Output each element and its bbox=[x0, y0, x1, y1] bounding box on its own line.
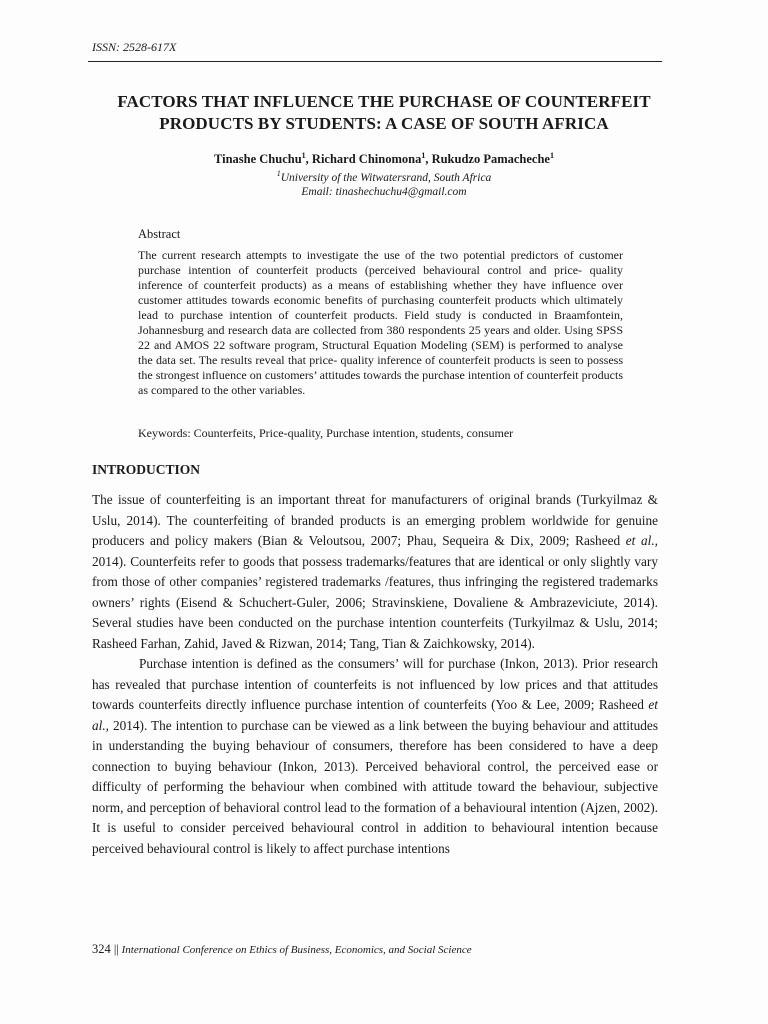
affiliation bbox=[80, 169, 688, 184]
abstract-heading: Abstract bbox=[138, 227, 181, 241]
affiliation-mark: 1 bbox=[276, 169, 281, 178]
author-2: Richard Chinomona bbox=[311, 152, 422, 167]
paragraph bbox=[92, 490, 658, 654]
paper-title bbox=[80, 91, 688, 135]
paragraph bbox=[92, 654, 658, 859]
page-number: 324 || bbox=[92, 942, 119, 956]
affiliation-text: University of the Witwatersrand, South Africa bbox=[280, 171, 492, 184]
et-al: et al., bbox=[92, 697, 658, 733]
paragraph-text: 2014). The intention to purchase can be viewed as a link between the buying behaviour and attitudes in understanding the buying behaviour of consumers, therefore has been considered to have a deep connection to buying behaviour (Inkon, 2013). Perceived behavioral control, the perceived ease or difficulty of performing the behaviour when combined with attitude toward the behaviour, subjective norm, and perception of behavioral control lead to the formation of a behavioural intention (Ajzen, 2002). It is useful to consider perceived behavioural control in addition to behavioural intention because perceived behavioural control is likely to affect purchase intentions bbox=[92, 717, 658, 856]
introduction-heading: INTRODUCTION bbox=[92, 462, 201, 477]
author-1: Tinashe Chuchu bbox=[214, 152, 302, 167]
introduction-body bbox=[92, 490, 658, 859]
title-line-1: FACTORS THAT INFLUENCE THE PURCHASE OF COUNTERFEIT bbox=[117, 92, 651, 111]
page-footer bbox=[92, 942, 472, 957]
title-line-2: PRODUCTS BY STUDENTS: A CASE OF SOUTH AFRICA bbox=[159, 114, 609, 133]
issn-header: ISSN: 2528-617X bbox=[92, 40, 177, 54]
et-al: et al., bbox=[625, 533, 658, 548]
author-separator: , bbox=[425, 152, 432, 167]
keywords: Keywords: Counterfeits, Price-quality, Purchase intention, students, consumer bbox=[138, 426, 514, 440]
author-separator: , bbox=[305, 152, 312, 167]
author-1-affil-mark: 1 bbox=[301, 151, 306, 160]
paragraph-text: 2014). Counterfeits refer to goods that possess trademarks/features that are identical or only slightly vary from those of other companies’ registered trademarks /features, thus infringing the registered trademarks owners’ rights (Eisend & Schuchert-Guler, 2006; Stravinskiene, Dovaliene & Ambrazeviciute, 2014). Several studies have been conducted on the purchase intention counterfeits (Turkyilmaz & Uslu, 2014; Rasheed Farhan, Zahid, Javed & Rizwan, 2014; Tang, Tian & Zaichkowsky, 2014). bbox=[92, 553, 658, 651]
author-3: Rukudzo Pamacheche bbox=[431, 152, 550, 167]
abstract-body: The current research attempts to investigate the use of the two potential predictors of customer purchase intention of counterfeit products (perceived behavioural control and price- quality inference of counterfeit products) as a means of establishing whether they have influence over customer attitudes towards economic benefits of purchasing counterfeit products which ultimately lead to purchase intention of counterfeit products. Field study is conducted in Braamfontein, Johannesburg and research data are collected from 380 respondents 25 years and older. Using SPSS 22 and AMOS 22 software program, Structural Equation Modeling (SEM) is performed to analyse the data set. The results reveal that price- quality inference of counterfeit products is seen to possess the strongest influence on customers’ attitudes towards the purchase intention of counterfeit products as compared to the other variables. bbox=[138, 248, 623, 397]
paragraph-text: Purchase intention is defined as the consumers’ will for purchase (Inkon, 2013). Prior research has revealed that purchase intention of counterfeits is not influenced by low prices and that attitudes towards counterfeits directly influence purchase intention of counterfeits (Yoo & Lee, 2009; Rasheed bbox=[92, 656, 658, 712]
author-2-affil-mark: 1 bbox=[421, 151, 426, 160]
author-list bbox=[80, 151, 688, 167]
author-3-affil-mark: 1 bbox=[549, 151, 554, 160]
header-divider bbox=[88, 61, 662, 62]
author-email: Email: tinashechuchu4@gmail.com bbox=[301, 186, 467, 198]
paragraph-text: The issue of counterfeiting is an important threat for manufacturers of original brands (Turkyilmaz & Uslu, 2014). The counterfeiting of branded products is an emerging problem worldwide for genuine producers and policy makers (Bian & Veloutsou, 2007; Phau, Sequeira & Dix, 2009; Rasheed bbox=[92, 492, 658, 548]
conference-name: International Conference on Ethics of Business, Economics, and Social Science bbox=[121, 944, 472, 956]
